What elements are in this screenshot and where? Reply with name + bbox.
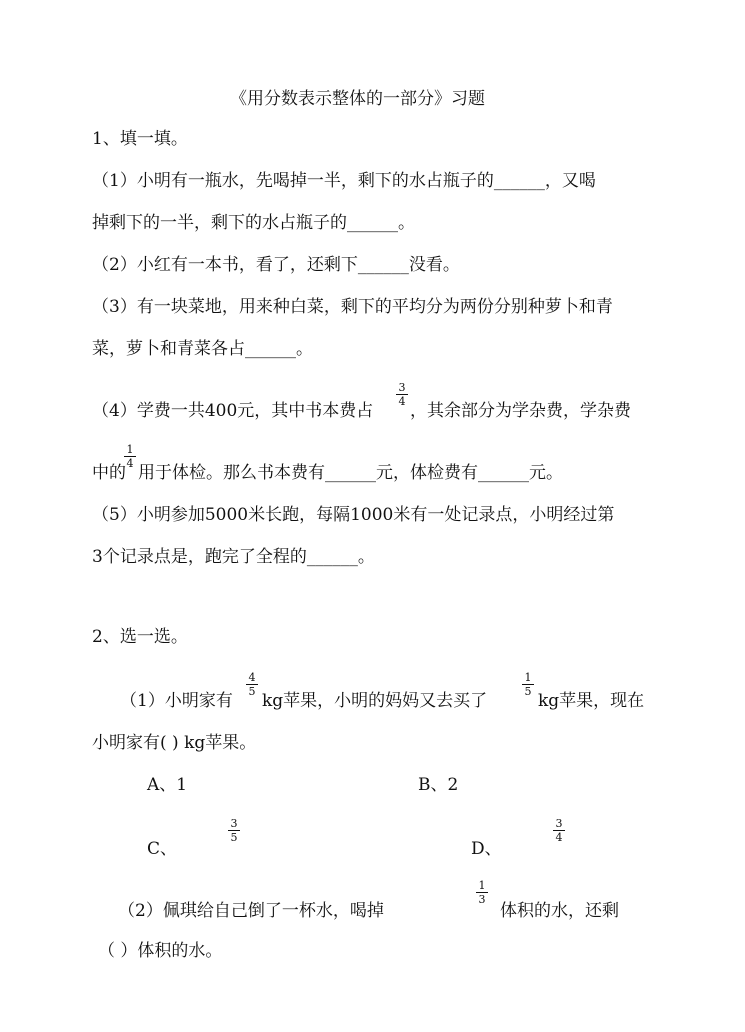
s2-q1-a: （1）小明家有 [120, 691, 233, 711]
fraction-denominator: 4 [398, 395, 406, 408]
option-b: B、2 [418, 775, 459, 795]
option-c-fraction [228, 818, 240, 843]
s2-q1-b: kg苹果，小明的妈妈又去买了 [262, 691, 488, 711]
option-a: A、1 [147, 775, 188, 795]
q2-line: （2）小红有一本书，看了，还剩下______没看。 [92, 255, 460, 275]
fraction-denominator: 5 [230, 831, 238, 844]
section1-heading: 1、填一填。 [92, 129, 188, 149]
q1-line1: （1）小明有一瓶水，先喝掉一半，剩下的水占瓶子的______，又喝 [92, 171, 596, 191]
q4-line2-b: 用于体检。那么书本费有______元，体检费有______元。 [138, 463, 563, 483]
option-d-fraction [553, 818, 565, 843]
fraction-numerator: 3 [230, 817, 238, 830]
fraction-denominator: 5 [248, 685, 256, 698]
fraction-numerator: 1 [524, 671, 532, 684]
page-title: 《用分数表示整体的一部分》习题 [230, 89, 485, 109]
fraction-numerator: 3 [398, 381, 406, 394]
s2-q1-fraction-2 [522, 672, 534, 697]
q3-line2: 菜，萝卜和青菜各占______。 [92, 339, 313, 359]
q5-line2: 3个记录点是，跑完了全程的______。 [92, 547, 375, 567]
s2-q2-fraction [476, 880, 488, 905]
s2-q2-b: 体积的水，还剩 [500, 901, 619, 921]
s2-q1-c: kg苹果，现在 [538, 691, 645, 711]
fraction-numerator: 1 [478, 879, 486, 892]
fraction-denominator: 4 [126, 457, 134, 470]
q4-fraction-1 [396, 382, 408, 407]
fraction-denominator: 4 [555, 831, 563, 844]
s2-q2-line2: （ ）体积的水。 [98, 941, 223, 961]
q3-line1: （3）有一块菜地，用来种白菜，剩下的平均分为两份分别种萝卜和青 [92, 297, 613, 317]
section2-heading: 2、选一选。 [92, 627, 188, 647]
q4-line1-b: ，其余部分为学杂费，学杂费 [410, 401, 631, 421]
fraction-denominator: 3 [478, 893, 486, 906]
option-d: D、 [471, 839, 502, 859]
option-c: C、 [147, 839, 178, 859]
q4-line1-a: （4）学费一共400元，其中书本费占 [92, 401, 374, 421]
q1-line2: 掉剩下的一半，剩下的水占瓶子的______。 [92, 213, 415, 233]
fraction-numerator: 1 [126, 443, 134, 456]
s2-q1-line2: 小明家有( ) kg苹果。 [92, 733, 257, 753]
fraction-numerator: 3 [555, 817, 563, 830]
fraction-numerator: 4 [248, 671, 256, 684]
fraction-denominator: 5 [524, 685, 532, 698]
s2-q2-a: （2）佩琪给自己倒了一杯水，喝掉 [118, 901, 384, 921]
q5-line1: （5）小明参加5000米长跑，每隔1000米有一处记录点，小明经过第 [92, 505, 615, 525]
q4-line2-a: 中的 [92, 463, 126, 483]
s2-q1-fraction-1 [246, 672, 258, 697]
